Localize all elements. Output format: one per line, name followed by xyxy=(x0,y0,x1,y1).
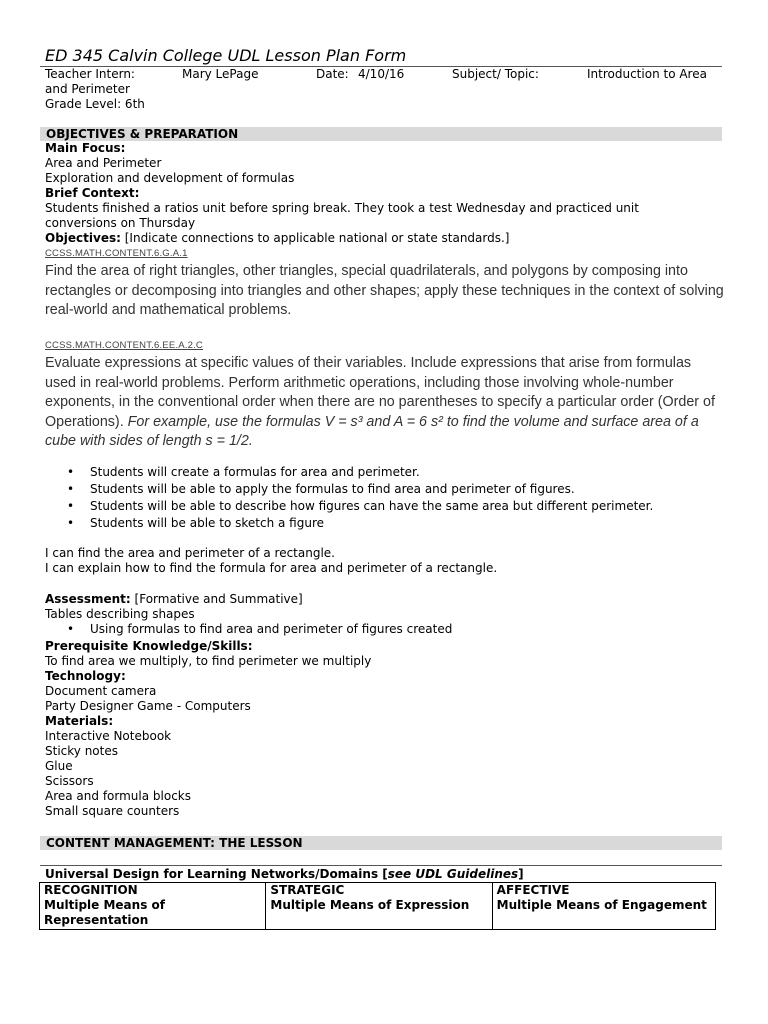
assessment-block: Assessment: [Formative and Summative] Tables describing shapes xyxy=(45,592,303,621)
objectives-heading-band xyxy=(40,127,722,141)
resources-block: Prerequisite Knowledge/Skills: To find area we multiply, to find perimeter we multiply Technology: Document camera Party Designer Game - Computers Materials: Interactive Notebook Sticky notes Glue Scissors Area and formula blocks Small square counters xyxy=(45,639,372,818)
udl-col-sub: Multiple Means of Representation xyxy=(44,898,165,927)
main-focus-label: Main Focus xyxy=(45,141,121,155)
udl-col-name: RECOGNITION xyxy=(44,883,138,897)
brief-context-line: conversions on Thursday xyxy=(45,216,196,230)
materials-line: Interactive Notebook xyxy=(45,729,172,743)
objectives-heading: OBJECTIVES & PREPARATION xyxy=(46,127,239,141)
assessment-line: Tables describing shapes xyxy=(45,607,195,621)
objectives-label: Objectives: xyxy=(45,231,121,245)
materials-line: Glue xyxy=(45,759,73,773)
date-label: Date: xyxy=(316,67,349,81)
udl-col-affective xyxy=(492,883,715,930)
udl-suffix: ] xyxy=(518,867,524,881)
udl-col-strategic xyxy=(266,883,492,930)
objective-bullets xyxy=(45,464,653,532)
standard-2-block xyxy=(45,354,725,452)
subject-value: Introduction to Area xyxy=(587,67,707,81)
standard-2-text: Evaluate expressions at specific values of their variables. Include expressions that arise from formulas used in real-world problems. Perform arithmetic operations, including those involving whole-number exponents, in the conventional order when there are no parentheses to specify a particular order (Order of Operations). xyxy=(45,355,715,430)
udl-heading xyxy=(45,867,524,882)
list-item: • Students will be able to sketch a figure xyxy=(45,515,653,532)
standard-2-example: For example, use the formulas V = s³ and A = 6 s² to find the volume and surface area of a cube with sides of length s = 1/2. xyxy=(45,413,699,449)
materials-line: Small square counters xyxy=(45,804,180,818)
content-heading-band xyxy=(40,836,722,850)
brief-context-label: Brief Context xyxy=(45,186,135,200)
subject-continued: and Perimeter xyxy=(45,82,130,96)
assessment-bullets xyxy=(45,622,452,637)
udl-prefix: Universal Design for Learning Networks/Domains [ xyxy=(45,867,388,881)
list-item: • Using formulas to find area and perimeter of figures created xyxy=(45,622,452,637)
list-item: • Students will be able to apply the formulas to find area and perimeter of figures. xyxy=(45,481,653,498)
technology-line: Party Designer Game - Computers xyxy=(45,699,251,713)
brief-context-line: Students finished a ratios unit before spring break. They took a test Wednesday and practiced unit xyxy=(45,201,639,215)
assessment-label: Assessment xyxy=(45,592,126,606)
main-focus-line: Area and Perimeter xyxy=(45,156,162,170)
standard-1-code[interactable]: CCSS.MATH.CONTENT.6.G.A.1 xyxy=(45,248,188,259)
udl-col-sub: Multiple Means of Engagement xyxy=(496,898,707,912)
udl-table xyxy=(39,882,716,930)
udl-rule xyxy=(40,865,722,866)
i-can-line: I can explain how to find the formula for area and perimeter of a rectangle. xyxy=(45,561,498,575)
assessment-note: [Formative and Summative] xyxy=(130,592,303,606)
materials-line: Sticky notes xyxy=(45,744,118,758)
date-value: 4/10/16 xyxy=(358,67,405,81)
udl-col-sub: Multiple Means of Expression xyxy=(270,898,470,912)
subject-label: Subject/ Topic: xyxy=(452,67,539,81)
materials-line: Scissors xyxy=(45,774,94,788)
objectives-note: [Indicate connections to applicable national or state standards.] xyxy=(120,231,510,245)
content-heading: CONTENT MANAGEMENT: THE LESSON xyxy=(46,836,303,850)
prereq-line: To find area we multiply, to find perimeter we multiply xyxy=(45,654,372,668)
header-row xyxy=(45,67,725,82)
udl-col-recognition xyxy=(40,883,266,930)
technology-label: Technology xyxy=(45,669,121,683)
udl-guidelines-link[interactable]: see UDL Guidelines xyxy=(387,867,519,881)
grade-level: Grade Level: 6th xyxy=(45,97,145,111)
form-title: ED 345 Calvin College UDL Lesson Plan Form xyxy=(45,46,407,65)
i-can-line: I can find the area and perimeter of a rectangle. xyxy=(45,546,335,560)
standard-1-text: Find the area of right triangles, other triangles, special quadrilaterals, and polygons by composing into rectangles or decomposing into triangles and other shapes; apply these techniques in the context of solving real-world and mathematical problems. xyxy=(45,263,724,318)
udl-col-name: AFFECTIVE xyxy=(496,883,570,897)
list-item: • Students will be able to describe how figures can have the same area but different perimeter. xyxy=(45,498,653,515)
prereq-label: Prerequisite Knowledge/Skills xyxy=(45,639,248,653)
technology-line: Document camera xyxy=(45,684,157,698)
intern-name: Mary LePage xyxy=(182,67,259,81)
intern-label: Teacher Intern: xyxy=(45,67,135,81)
standard-2-code[interactable]: CCSS.MATH.CONTENT.6.EE.A.2.C xyxy=(45,340,203,351)
main-focus-block: Main Focus: Area and Perimeter Exploration and development of formulas Brief Context: Students finished a ratios unit before spring break. They took a test Wednesday and practiced unit conversions on Thursday Objectives: [Indicate connections to applicable national or state standards.] xyxy=(45,141,639,245)
list-item: • Students will create a formulas for area and perimeter. xyxy=(45,464,653,481)
udl-col-name: STRATEGIC xyxy=(270,883,345,897)
materials-label: Materials xyxy=(45,714,109,728)
materials-line: Area and formula blocks xyxy=(45,789,191,803)
i-can-statements xyxy=(45,546,497,576)
main-focus-line: Exploration and development of formulas xyxy=(45,171,295,185)
